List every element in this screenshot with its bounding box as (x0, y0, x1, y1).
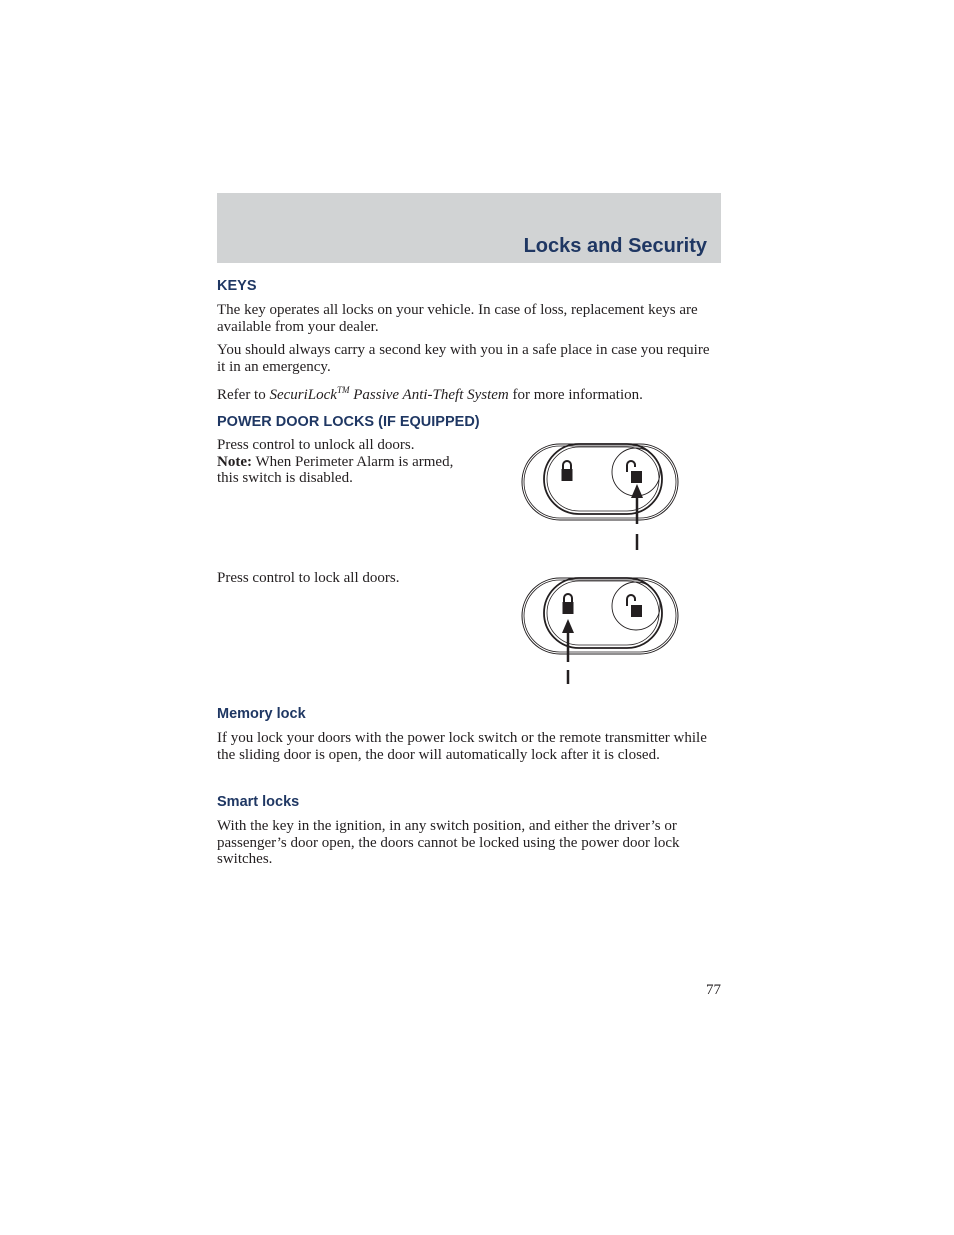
lock-icon (563, 594, 574, 614)
arrow-pointer-icon (562, 619, 574, 684)
unlock-switch-illustration (518, 438, 684, 554)
keys-paragraph-3-suffix: for more information. (508, 387, 643, 403)
lock-switch-illustration (518, 572, 684, 688)
unlock-icon (627, 595, 642, 617)
unlock-text: Press control to unlock all doors. (217, 437, 415, 453)
memory-lock-heading: Memory lock (217, 706, 306, 722)
keys-heading: KEYS (217, 278, 257, 294)
smart-locks-heading: Smart locks (217, 794, 300, 810)
anti-theft-system-name: Passive Anti-Theft System (349, 387, 509, 403)
unlock-instruction (217, 437, 457, 487)
chapter-title: Locks and Security (523, 235, 707, 257)
securilock-name: SecuriLock (269, 387, 337, 403)
keys-paragraph-1: The key operates all locks on your vehicle. In case of loss, replacement keys are available from your dealer. (217, 302, 698, 335)
trademark-symbol: TM (336, 385, 350, 395)
arrow-pointer-icon (631, 484, 643, 550)
lock-icon (562, 461, 573, 481)
chapter-header-band (217, 193, 721, 263)
page-number: 77 (706, 982, 721, 998)
unlock-icon (627, 461, 642, 483)
memory-lock-text: If you lock your doors with the power lock switch or the remote transmitter while the sliding door is open, the door will automatically lock after it is closed. (217, 730, 707, 763)
power-door-locks-heading: POWER DOOR LOCKS (IF EQUIPPED) (217, 414, 480, 430)
keys-paragraph-3-prefix: Refer to (217, 387, 270, 403)
lock-instruction: Press control to lock all doors. (217, 570, 400, 586)
note-text: When Perimeter Alarm is armed, this switch is disabled. (217, 453, 454, 486)
keys-paragraph-3 (217, 382, 721, 404)
keys-paragraph-2: You should always carry a second key with you in a safe place in case you require it in an emergency. (217, 342, 710, 375)
note-label: Note: (217, 453, 252, 470)
smart-locks-text: With the key in the ignition, in any switch position, and either the driver’s or passenger’s door open, the doors cannot be locked using the power door lock switches. (217, 818, 680, 867)
